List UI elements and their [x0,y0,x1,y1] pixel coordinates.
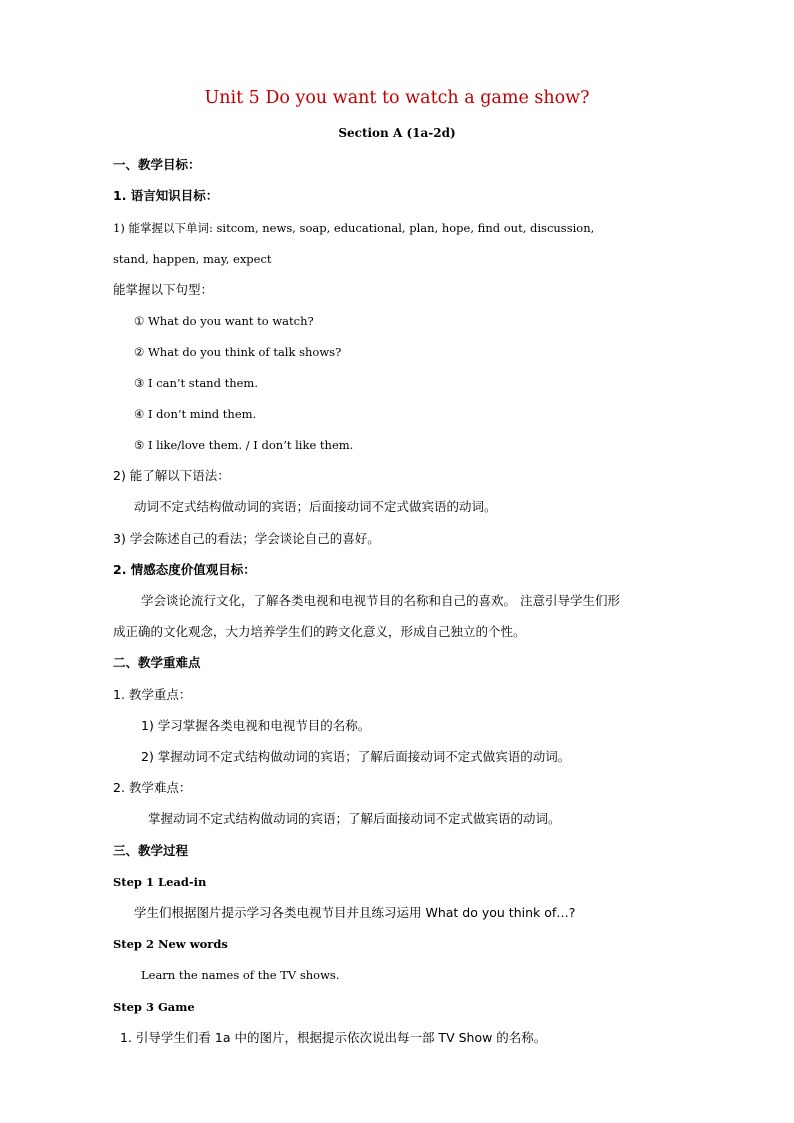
document-subtitle: Section A (1a-2d) [338,126,456,140]
attitude-paragraph-line-1: 学会谈论流行文化，了解各类电视和电视节目的名称和自己的喜欢。 注意引导学生们形 [141,593,620,608]
grammar-objective-text: 动词不定式结构做动词的宾语；后面接动词不定式做宾语的动词。 [134,499,497,514]
document-title: Unit 5 Do you want to watch a game show? [204,88,590,108]
sentence-pattern-4: ④ I don’t mind them. [134,407,257,421]
section-heading-key-points: 二、教学重难点 [113,655,201,670]
skill-objective-text: 3) 学会陈述自己的看法；学会谈论自己的喜好。 [113,531,380,546]
step-1-heading: Step 1 Lead-in [113,875,207,889]
vocabulary-line-2: stand, happen, may, expect [113,252,272,266]
attitude-paragraph-line-2: 成正确的文化观念，大力培养学生们的跨文化意义，形成自己独立的个性。 [113,624,526,639]
vocabulary-line-1: 1) 能掌握以下单词: sitcom, news, soap, educational, plan, hope, find out, discussion, [113,221,595,235]
grammar-objective-label: 2) 能了解以下语法： [113,468,230,483]
key-point-2: 2) 掌握动词不定式结构做动词的宾语；了解后面接动词不定式做宾语的动词。 [141,749,571,764]
sentence-pattern-2: ② What do you think of talk shows? [134,345,342,359]
step-3-heading: Step 3 Game [113,1000,195,1014]
step-2-heading: Step 2 New words [113,937,228,951]
difficult-points-label: 2. 教学难点： [113,780,192,795]
step-3-item-1: 1. 引导学生们看 1a 中的图片，根据提示依次说出每一部 TV Show 的名称。 [120,1030,547,1045]
subheading-attitude-objectives: 2. 情感态度价值观目标： [113,562,256,577]
subheading-language-objectives: 1. 语言知识目标： [113,188,219,203]
sentence-pattern-3: ③ I can’t stand them. [134,376,258,390]
step-2-text: Learn the names of the TV shows. [141,968,340,982]
sentence-pattern-1: ① What do you want to watch? [134,314,314,328]
section-heading-objectives: 一、教学目标： [113,157,201,172]
step-1-text: 学生们根据图片提示学习各类电视节目并且练习运用 What do you think of…? [134,905,576,920]
section-heading-procedure: 三、教学过程 [113,843,189,858]
sentence-patterns-label: 能掌握以下句型： [113,282,214,297]
key-points-label: 1. 教学重点： [113,687,192,702]
sentence-pattern-5: ⑤ I like/love them. / I don’t like them. [134,438,354,452]
difficult-point-text: 掌握动词不定式结构做动词的宾语；了解后面接动词不定式做宾语的动词。 [148,811,561,826]
key-point-1: 1) 学习掌握各类电视和电视节目的名称。 [141,718,371,733]
